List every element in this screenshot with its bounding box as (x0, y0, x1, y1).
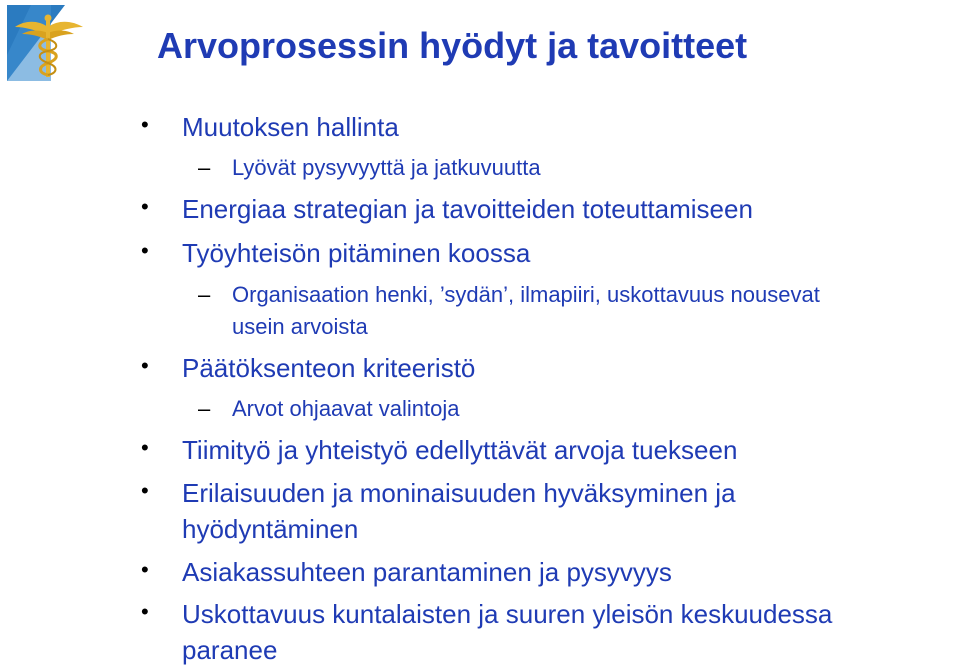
bullet-marker: • (141, 435, 149, 460)
bullet-text: Asiakassuhteen parantaminen ja pysyvyys (182, 557, 672, 587)
bullet-text: Uskottavuus kuntalaisten ja suuren yleisön keskuudessa (182, 599, 833, 629)
bullet-marker: • (141, 238, 149, 263)
bullet-text: paranee (182, 635, 278, 665)
bullet-text: hyödyntäminen (182, 514, 359, 544)
bullet-text: Erilaisuuden ja moninaisuuden hyväksyminen ja (182, 478, 736, 508)
bullet-marker: • (141, 112, 149, 137)
bullet-text: Energiaa strategian ja tavoitteiden toteuttamiseen (182, 194, 753, 224)
bullet-marker: • (141, 353, 149, 378)
sub-bullet-text: usein arvoista (232, 314, 368, 339)
bullet-text: Päätöksenteon kriteeristö (182, 353, 476, 383)
dash-marker: – (198, 396, 211, 421)
bullet-marker: • (141, 478, 149, 503)
dash-marker: – (198, 282, 211, 307)
bullet-text: Muutoksen hallinta (182, 112, 399, 142)
bullet-text: Työyhteisön pitäminen koossa (182, 238, 531, 268)
bullet-text: Tiimityö ja yhteistyö edellyttävät arvoja tuekseen (182, 435, 738, 465)
bullet-marker: • (141, 194, 149, 219)
sub-bullet-text: Lyövät pysyvyyttä ja jatkuvuutta (232, 155, 541, 180)
sub-bullet-text: Organisaation henki, ’sydän’, ilmapiiri, uskottavuus nousevat (232, 282, 820, 307)
dash-marker: – (198, 155, 211, 180)
bullet-marker: • (141, 599, 149, 624)
slide-title: Arvoprosessin hyödyt ja tavoitteet (157, 25, 748, 66)
sub-bullet-text: Arvot ohjaavat valintoja (232, 396, 460, 421)
bullet-marker: • (141, 557, 149, 582)
